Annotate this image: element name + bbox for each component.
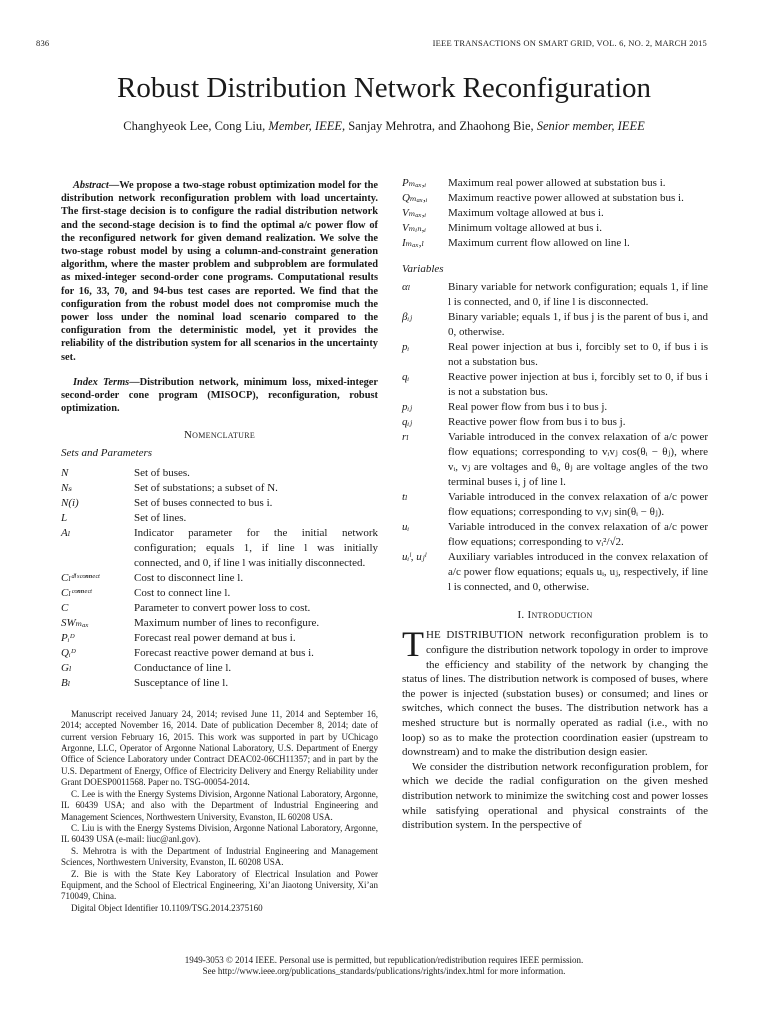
nomenclature-symbol: Qᵢᴰ [61,646,76,659]
variable-description: Variable introduced in the convex relaxation of a/c power flow equations; corresponding to vᵢvⱼ cos(θᵢ − θⱼ), where vᵢ, vⱼ are voltages and θᵢ, θⱼ are voltage angles of the two terminal buses i, j of line l. [448,431,708,489]
nomenclature-symbol: Vₘₐₓ,ᵢ [402,207,427,219]
variable-description: Variable introduced in the convex relaxation of a/c power flow equations; corresponding to vᵢvⱼ sin(θᵢ − θⱼ). [448,491,708,519]
nomenclature-symbol: Pᵢᴰ [61,631,75,644]
nomenclature-row [61,481,378,496]
nomenclature-row [402,236,708,251]
introduction-body [402,624,708,832]
nomenclature-row [61,496,378,511]
nomenclature-symbol: Bₗ [61,676,71,689]
nomenclature-heading: Nomenclature [183,429,256,442]
journal-header: IEEE TRANSACTIONS ON SMART GRID, VOL. 6, NO. 2, MARCH 2015 [432,38,707,48]
nomenclature-description: Set of substations; a subset of N. [134,481,278,494]
nomenclature-symbol: Aₗ [61,526,71,539]
variable-row [402,400,708,415]
footnotes [61,709,378,914]
sets-heading: Sets and Parameters [61,446,153,459]
nomenclature-description: Forecast reactive power demand at bus i. [134,646,314,659]
nomenclature-symbol: Nₛ [61,481,73,494]
nomenclature-description: Maximum current flow allowed on line l. [448,237,630,249]
nomenclature-row [61,511,378,526]
footnote-paragraph: Digital Object Identifier 10.1109/TSG.2014.2375160 [71,902,263,913]
variable-row [402,550,708,595]
variable-description: Variable introduced in the convex relaxation of a/c power flow equations; corresponding to vᵢ²/√2. [448,521,708,549]
abstract-label: Abstract [73,180,109,191]
nomenclature-row [61,676,378,691]
variable-symbol: αₗ [402,281,411,294]
nomenclature-symbol: Vₘᵢₙ,ᵢ [402,222,427,234]
nomenclature-description: Cost to connect line l. [134,586,231,599]
variable-row [402,415,708,430]
variable-symbol: pᵢ [402,341,410,354]
drop-cap: T [402,624,424,665]
footnote-paragraph: Z. Bie is with the State Key Laboratory of Electrical Insulation and Power Equipment, and the School of Electrical Engineering, Xi’an Jiaotong University, Xi’an 710049, China. [61,868,378,902]
nomenclature-row [402,206,708,221]
intro-paragraph-2: We consider the distribution network reconfiguration problem, for which we decide the radial configuration on the given meshed distribution network to minimize the switching cost and power losses while satisfying operational and physical constraints of the distribution system. In the perspective of [402,760,708,832]
nomenclature-description: Parameter to convert power loss to cost. [134,601,311,614]
variable-row [402,370,708,400]
variable-description: Real power injection at bus i, forcibly set to 0, if bus i is not a substation bus. [448,341,708,369]
footer-line-1: 1949-3053 © 2014 IEEE. Personal use is permitted, but republication/redistribution requires IEEE permission. [184,955,584,965]
nomenclature-description: Conductance of line l. [134,661,232,674]
variables-list [402,280,708,595]
author-role-2: Senior member, IEEE [536,119,645,133]
nomenclature-row [61,571,378,586]
copyright-footer [0,955,768,977]
variable-row [402,310,708,340]
variable-row [402,520,708,550]
variable-symbol: uᵢˡ, uⱼˡ [402,551,427,564]
variable-row [402,490,708,520]
nomenclature-symbol: L [61,511,68,524]
variable-description: Real power flow from bus i to bus j. [448,401,608,414]
nomenclature-symbol: Cₗᵈⁱˢᶜᵒⁿⁿᵉᶜᵗ [61,571,100,584]
nomenclature-description: Cost to disconnect line l. [134,571,244,584]
variable-description: Reactive power injection at bus i, forcibly set to 0, if bus i is not a substation bus. [448,371,708,399]
nomenclature-row [402,176,708,191]
abstract-text: —We propose a two-stage robust optimization model for the distribution network reconfiguration problem with load uncertainty. The first-stage decision is to configure the radial distribution network and the second-stage decision is to find the optimal a/c power flow of the reconfigured network for given demand realization. We solve the two-stage robust model by using a column-and-constraint generation algorithm, where the master problem and subproblem are formulated as mixed-integer second-order cone programs. Computational results for 16, 33, 70, and 94-bus test cases are reported. We find that the configuration from the robust model does not compromise much the power loss under the nominal load scenario compared to the configuration from the deterministic model, yet it provides the reliability of the distribution system for all scenarios in the uncertainty set. [61,180,378,363]
nomenclature-symbol: Pₘₐₓ,ᵢ [402,177,427,189]
sets-list-continued [402,176,708,251]
paper-title: Robust Distribution Network Reconfiguration [116,72,652,104]
variable-symbol: pᵢⱼ [402,401,413,414]
nomenclature-symbol: N [61,466,69,479]
intro-p1-text: HE DISTRIBUTION network reconfiguration problem is to configure the distribution network topology in order to improve the efficiency and stability of the network by changing the status of lines. The distribution network is composed of buses, where the power is injected (substation buses) or consumed; and lines or switches, which connect the buses. The distribution network has a meshed structure but is normally operated as radial (i.e., with no loop) so as to make the protection coordination easier (upstream to downstream) and to make the distribution design easier. [402,629,708,759]
intro-paragraph-1 [402,624,708,759]
nomenclature-description: Forecast real power demand at bus i. [134,631,296,644]
variable-description: Reactive power flow from bus i to bus j. [448,416,626,429]
variable-row [402,340,708,370]
nomenclature-symbol: Iₘₐₓ,ₗ [402,237,425,249]
variables-heading: Variables [402,263,444,275]
footnote-paragraph: C. Lee is with the Energy Systems Division, Argonne National Laboratory, Argonne, IL 60439 USA; and also with the Department of Industrial Engineering and Management Sciences, Northwestern University, Evanston, IL 60208 USA. [61,788,378,822]
nomenclature-row [61,466,378,481]
author-names-1: Changhyeok Lee, Cong Liu, [123,119,266,133]
footer-line-2: See http://www.ieee.org/publications_standards/publications/rights/index.html for more information. [202,966,566,976]
index-terms [61,376,378,416]
right-column [402,176,708,833]
author-line [0,119,768,134]
author-names-2: Sanjay Mehrotra, and Zhaohong Bie, [348,119,534,133]
nomenclature-symbol: C [61,601,69,614]
nomenclature-row [61,616,378,631]
variable-symbol: qᵢⱼ [402,416,413,429]
footnote-paragraph: C. Liu is with the Energy Systems Division, Argonne National Laboratory, Argonne, IL 60439 USA (e-mail: liuc@anl.gov). [61,822,378,845]
footnote-paragraph: S. Mehrotra is with the Department of Industrial Engineering and Management Sciences, Northwestern University, Evanston, IL 60208 USA. [61,845,378,868]
variable-symbol: qᵢ [402,371,410,384]
variable-symbol: rₗ [402,431,409,444]
nomenclature-description: Maximum real power allowed at substation bus i. [448,177,666,189]
nomenclature-description: Set of buses. [134,466,190,479]
nomenclature-description: Set of lines. [134,511,187,524]
variable-description: Auxiliary variables introduced in the convex relaxation of a/c power flow equations; equals uᵢ, uⱼ, respectively, if line l is connected, and 0, otherwise. [448,551,708,594]
page-number: 836 [36,38,50,48]
nomenclature-description: Maximum voltage allowed at bus i. [448,207,604,219]
nomenclature-description: Susceptance of line l. [134,676,229,689]
nomenclature-row [61,601,378,616]
nomenclature-description: Maximum reactive power allowed at substation bus i. [448,192,684,204]
variable-description: Binary variable for network configuration; equals 1, if line l is connected, and 0, if line l is disconnected. [448,281,708,309]
variable-description: Binary variable; equals 1, if bus j is the parent of bus i, and 0, otherwise. [448,311,708,339]
variable-row [402,430,708,490]
nomenclature-row [402,191,708,206]
variable-symbol: βᵢⱼ [402,311,413,324]
nomenclature-symbol: Cₗᶜᵒⁿⁿᵉᶜᵗ [61,586,92,599]
nomenclature-row [402,221,708,236]
nomenclature-symbol: SWₘₐₓ [61,616,89,629]
abstract [61,179,378,364]
nomenclature-description: Set of buses connected to bus i. [134,496,273,509]
variable-symbol: tₗ [402,491,408,504]
introduction-heading: I. Introduction [517,609,593,622]
nomenclature-symbol: N(i) [61,496,79,509]
nomenclature-row [61,661,378,676]
nomenclature-row [61,526,378,571]
nomenclature-symbol: Qₘₐₓ,ᵢ [402,192,428,204]
author-role-1: Member, IEEE, [268,119,346,133]
index-terms-label: Index Terms [73,376,130,388]
footnote-paragraph: Manuscript received January 24, 2014; revised June 11, 2014 and September 16, 2014; accepted November 16, 2014. Date of publication December 8, 2014; date of current version February 16, 2015. This work was supported in part by UChicago Argonne, LLC, Operator of Argonne National Laboratory, U.S. Department of Energy Office of Science Laboratory under Contract DEAC02-06CH11357; and in part by the U.S. Department of Energy, Office of Electricity Delivery and Energy Reliability under Grant DOESP0011568. Paper no. TSG-00054-2014. [61,708,378,788]
variable-symbol: uᵢ [402,521,410,534]
nomenclature-row [61,586,378,601]
nomenclature-row [61,646,378,661]
index-terms-text: —Distribution network, minimum loss, mixed-integer second-order cone program (MISOCP), reconfiguration, robust optimization. [61,376,378,415]
nomenclature-symbol: Gₗ [61,661,72,674]
sets-list [61,466,378,691]
nomenclature-description: Minimum voltage allowed at bus i. [448,222,602,234]
nomenclature-description: Indicator parameter for the initial network configuration; equals 1, if line l was initially connected, and 0, if line l was initially disconnected. [134,526,378,569]
nomenclature-row [61,631,378,646]
nomenclature-description: Maximum number of lines to reconfigure. [134,616,320,629]
variable-row [402,280,708,310]
left-column [61,179,378,914]
